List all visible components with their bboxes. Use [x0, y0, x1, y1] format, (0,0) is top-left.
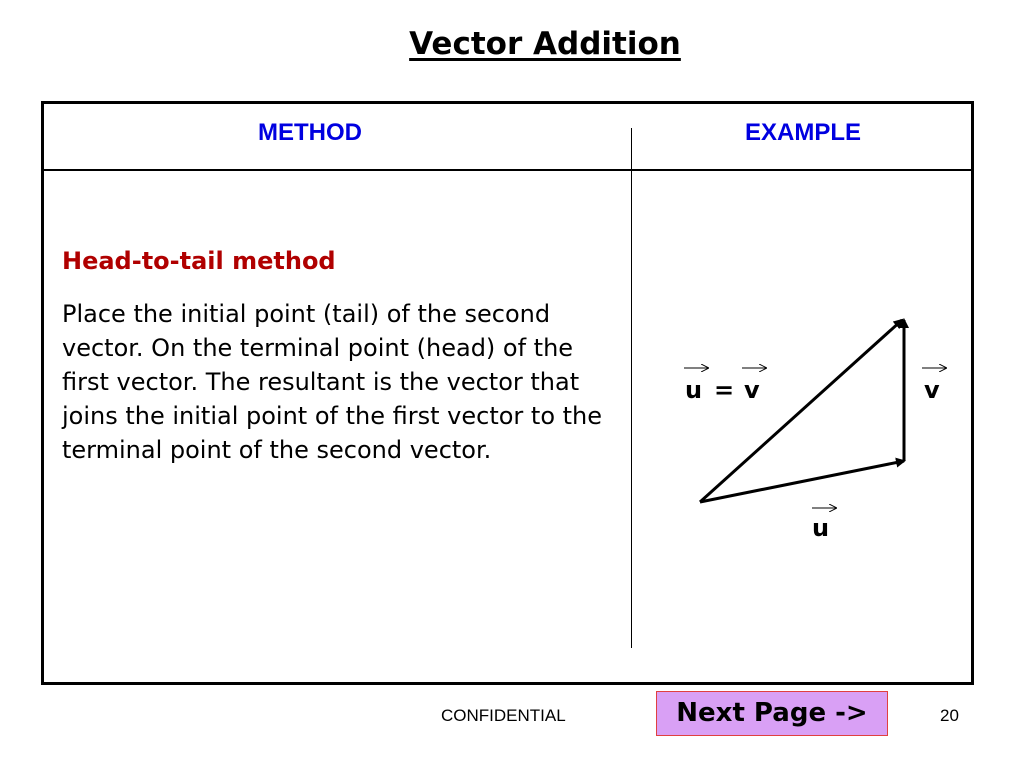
next-page-button[interactable]: Next Page -> — [656, 691, 888, 736]
vector-diagram — [640, 300, 970, 560]
frame-bottom-border — [41, 682, 974, 685]
resultant-label-u: u — [685, 376, 703, 404]
frame-left-border — [41, 101, 44, 685]
resultant-label-v: v — [744, 376, 760, 404]
resultant-arrow — [700, 320, 902, 502]
frame-top-border — [41, 101, 974, 104]
vector-u-label: u — [812, 514, 830, 542]
page-number: 20 — [940, 706, 959, 725]
example-column-header: EXAMPLE — [745, 119, 862, 146]
resultant-label-equals: = — [714, 376, 735, 404]
column-divider — [631, 128, 632, 648]
frame-right-border — [971, 101, 974, 685]
method-description: Place the initial point (tail) of the second vector. On the terminal point (head) of the first vector. The resultant is the vector that joins the initial point of the first vector to the terminal point of the second vector. — [62, 300, 603, 464]
method-subheading: Head-to-tail method — [62, 247, 336, 275]
slide-title: Vector Addition — [409, 26, 681, 62]
vector-v-label: v — [924, 376, 940, 404]
method-column-header: METHOD — [258, 119, 362, 146]
confidential-label: CONFIDENTIAL — [441, 706, 566, 725]
header-separator — [41, 169, 974, 171]
vector-u-arrow — [700, 461, 904, 502]
